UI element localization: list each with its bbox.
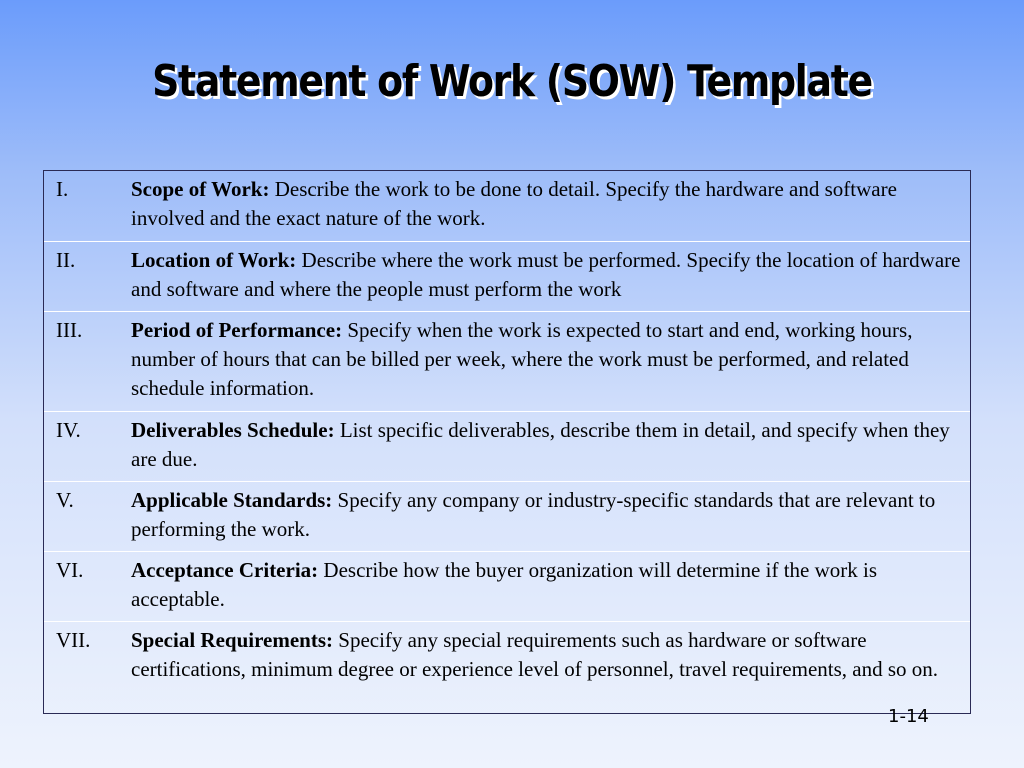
item-heading: Scope of Work: — [131, 177, 270, 201]
item-text — [131, 626, 961, 684]
item-body: Describe how the buyer organization will determine if the work is acceptable. — [131, 558, 878, 611]
item-body: Specify any special requirements such as hardware or software certifications, minimum degree or experience level of personnel, travel requirements, and so on. — [131, 628, 939, 681]
item-body: Specify when the work is expected to start and end, working hours, number of hours that can be billed per week, where the work must be performed, and related schedule information. — [131, 318, 913, 400]
item-text — [131, 246, 961, 304]
item-body: Specify any company or industry-specific standards that are relevant to performing the work. — [131, 488, 936, 541]
item-text — [131, 316, 961, 403]
item-text — [131, 416, 961, 474]
item-body: Describe the work to be done to detail. Specify the hardware and software involved and the exact nature of the work. — [131, 177, 897, 230]
item-numeral: I. — [56, 177, 69, 201]
item-heading: Period of Performance: — [131, 318, 343, 342]
item-text — [131, 556, 961, 614]
item-heading: Location of Work: — [131, 248, 297, 272]
table-row — [44, 311, 970, 412]
item-heading: Acceptance Criteria: — [131, 558, 319, 582]
table-row — [44, 621, 970, 714]
slide-number: 1-14 — [888, 706, 929, 727]
item-heading: Special Requirements: — [131, 628, 334, 652]
table-row — [44, 411, 970, 482]
item-numeral: III. — [56, 318, 83, 342]
item-text — [131, 486, 961, 544]
table-row — [44, 241, 970, 312]
slide-title: Statement of Work (SOW) Template — [152, 56, 872, 107]
table-row — [44, 551, 970, 622]
table-row — [44, 481, 970, 552]
item-heading: Applicable Standards: — [131, 488, 333, 512]
item-numeral: II. — [56, 248, 76, 272]
item-numeral: IV. — [56, 418, 81, 442]
item-numeral: V. — [56, 488, 74, 512]
item-body: List specific deliverables, describe them in detail, and specify when they are due. — [131, 418, 950, 471]
table-row — [44, 171, 970, 241]
sow-table — [43, 170, 971, 714]
item-body: Describe where the work must be performed. Specify the location of hardware and software and where the people must perform the work — [131, 248, 961, 301]
item-numeral: VII. — [56, 628, 91, 652]
item-heading: Deliverables Schedule: — [131, 418, 335, 442]
item-numeral: VI. — [56, 558, 84, 582]
item-text — [131, 175, 961, 233]
